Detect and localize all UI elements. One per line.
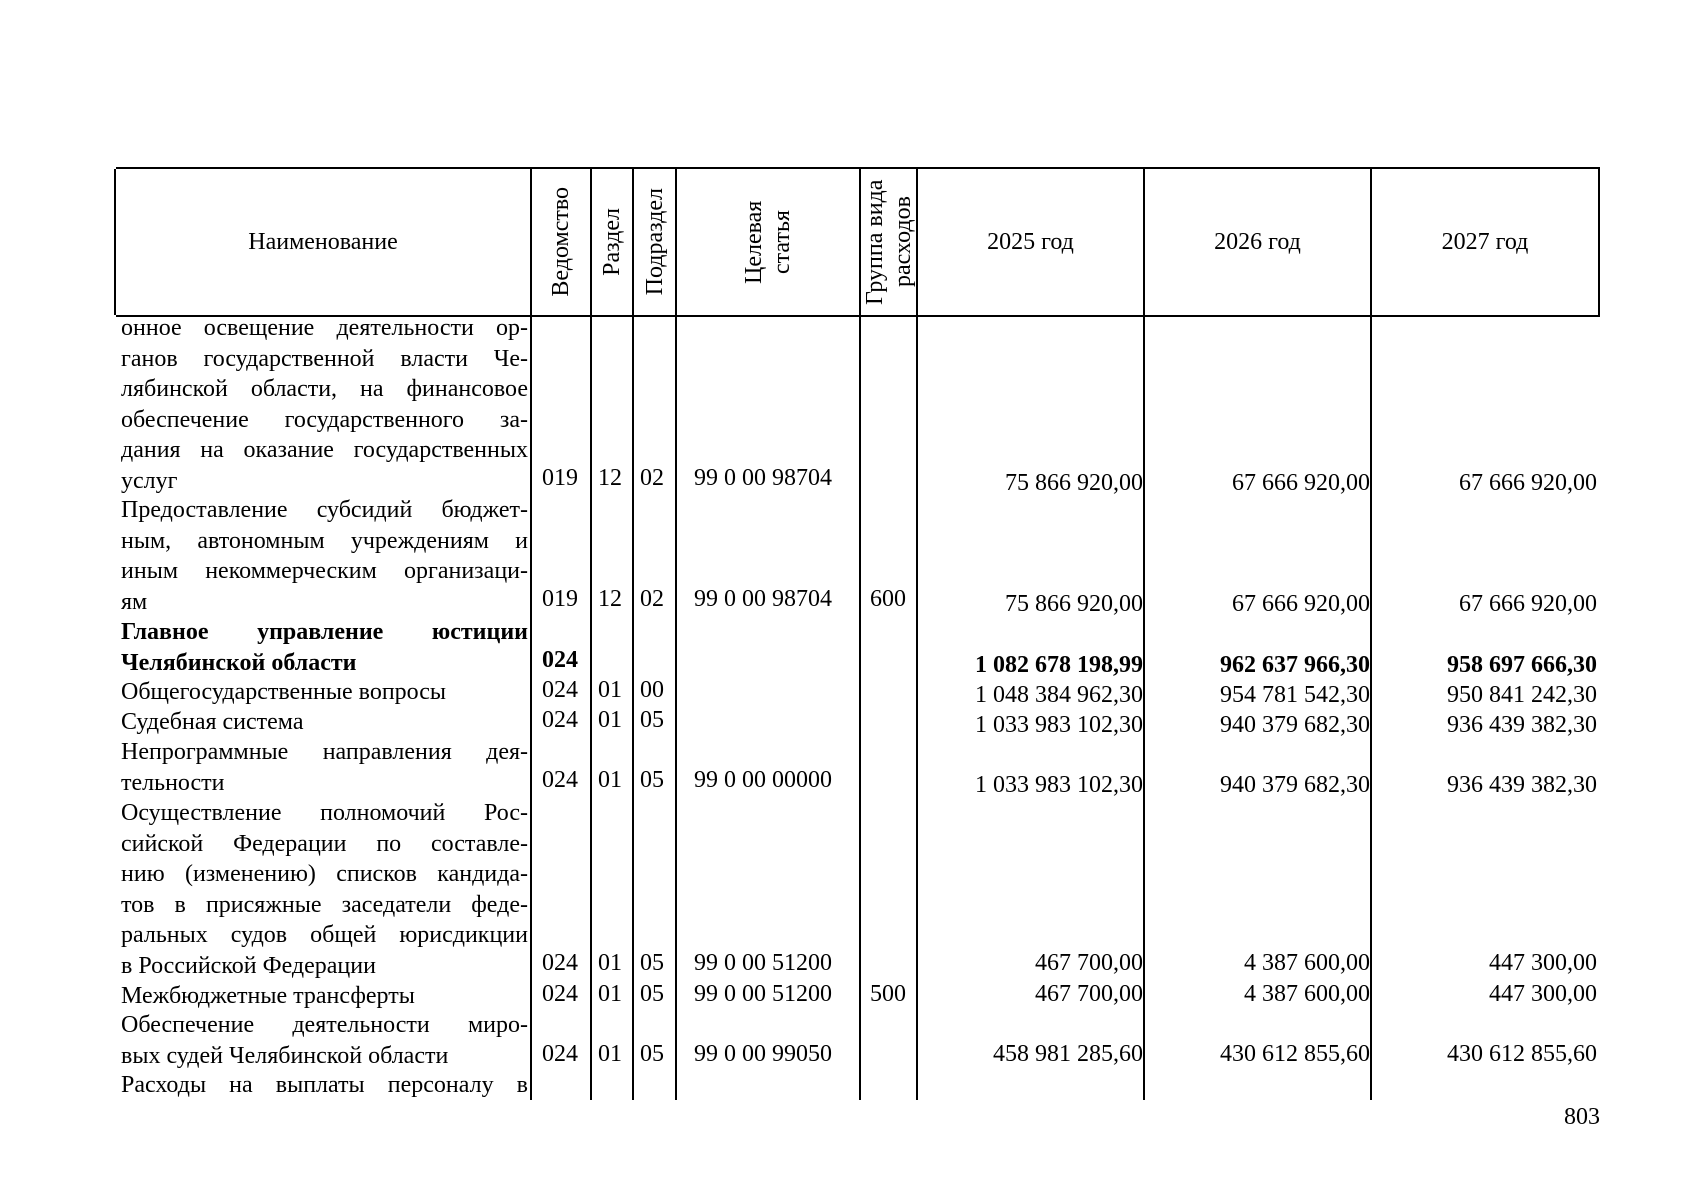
- cell-2026: 67 666 920,00: [1232, 470, 1370, 496]
- cell-podrazdel: 05: [640, 981, 664, 1007]
- cell-2026: 4 387 600,00: [1244, 981, 1370, 1007]
- cell-vedomstvo: 019: [542, 465, 578, 491]
- cell-podrazdel: 02: [640, 586, 664, 612]
- cell-2027: 950 841 242,30: [1447, 682, 1597, 708]
- cell-2027: 67 666 920,00: [1459, 470, 1597, 496]
- cell-celevaya: 99 0 00 51200: [694, 981, 832, 1007]
- cell-razdel: 01: [598, 981, 622, 1007]
- table-row-name: онное освещение деятельности ор- ганов государственной власти Че- лябинской области, на финансовое обеспечение государственного за- дания на оказание государственных услуг: [121, 315, 528, 494]
- cell-2025: 458 981 285,60: [993, 1041, 1143, 1067]
- table-row-name: Расходы на выплаты персоналу в: [121, 1072, 528, 1098]
- cell-2027: 936 439 382,30: [1447, 712, 1597, 738]
- cell-vedomstvo: 024: [542, 707, 578, 733]
- table-row-name: Предоставление субсидий бюджет- ным, автономным учреждениям и иным некоммерческим организаци- ям: [121, 497, 528, 615]
- cell-gruppa: 500: [870, 981, 906, 1007]
- cell-celevaya: 99 0 00 00000: [694, 767, 832, 793]
- header-podrazdel: Подраздел: [641, 188, 668, 296]
- cell-vedomstvo: 024: [542, 1041, 578, 1067]
- cell-celevaya: 99 0 00 99050: [694, 1041, 832, 1067]
- cell-2025: 1 048 384 962,30: [975, 682, 1143, 708]
- cell-2025: 467 700,00: [1035, 981, 1143, 1007]
- cell-podrazdel: 00: [640, 677, 664, 703]
- table-row-name: Общегосударственные вопросы: [121, 679, 447, 705]
- cell-podrazdel: 05: [640, 767, 664, 793]
- page-number: 803: [1564, 1104, 1600, 1130]
- cell-celevaya: 99 0 00 98704: [694, 586, 832, 612]
- cell-2026: 954 781 542,30: [1220, 682, 1370, 708]
- cell-razdel: 01: [598, 707, 622, 733]
- cell-podrazdel: 05: [640, 707, 664, 733]
- cell-2025: 467 700,00: [1035, 950, 1143, 976]
- cell-vedomstvo: 024: [542, 981, 578, 1007]
- cell-2027: 67 666 920,00: [1459, 591, 1597, 617]
- cell-2026: 940 379 682,30: [1220, 712, 1370, 738]
- cell-2026: 430 612 855,60: [1220, 1041, 1370, 1067]
- cell-2027: 936 439 382,30: [1447, 772, 1597, 798]
- cell-vedomstvo: 024: [542, 677, 578, 703]
- cell-razdel: 01: [598, 677, 622, 703]
- cell-celevaya: 99 0 00 51200: [694, 950, 832, 976]
- cell-2026: 67 666 920,00: [1232, 591, 1370, 617]
- cell-razdel: 01: [598, 767, 622, 793]
- cell-razdel: 01: [598, 950, 622, 976]
- cell-podrazdel: 05: [640, 1041, 664, 1067]
- table-row-name: Судебная система: [121, 709, 304, 735]
- table-row-name: Обеспечение деятельности миро- вых судей Челябинской области: [121, 1012, 528, 1069]
- header-vedomstvo: Ведомство: [548, 187, 574, 297]
- table-header: [116, 167, 1600, 317]
- header-2026: 2026 год: [1214, 229, 1301, 255]
- cell-vedomstvo: 024: [542, 767, 578, 793]
- cell-2026: 940 379 682,30: [1220, 772, 1370, 798]
- header-gruppa: Группа вида расходов: [861, 179, 916, 305]
- cell-2027: 430 612 855,60: [1447, 1041, 1597, 1067]
- cell-gruppa: 600: [870, 586, 906, 612]
- header-celevaya: Целевая статья: [741, 200, 795, 284]
- table-row-name: Межбюджетные трансферты: [121, 983, 415, 1009]
- table-row-name: Осуществление полномочий Рос- сийской Федерации по составле- нию (изменению) списков кандида- тов в присяжные заседатели феде- ральных судов общей юрисдикции в Российской Федерации: [121, 800, 528, 979]
- header-razdel: Раздел: [599, 208, 625, 276]
- header-name: Наименование: [248, 229, 398, 255]
- cell-2027: 447 300,00: [1489, 950, 1597, 976]
- cell-podrazdel: 05: [640, 950, 664, 976]
- cell-2027: 958 697 666,30: [1447, 652, 1597, 678]
- cell-2025: 1 033 983 102,30: [975, 772, 1143, 798]
- cell-razdel: 12: [598, 465, 622, 491]
- cell-2025: 1 082 678 198,99: [975, 652, 1143, 678]
- cell-2026: 962 637 966,30: [1220, 652, 1370, 678]
- table-row-name: Непрограммные направления дея- тельности: [121, 739, 528, 796]
- header-2025: 2025 год: [987, 229, 1074, 255]
- cell-razdel: 12: [598, 586, 622, 612]
- cell-vedomstvo: 024: [542, 647, 578, 673]
- cell-razdel: 01: [598, 1041, 622, 1067]
- cell-vedomstvo: 024: [542, 950, 578, 976]
- cell-celevaya: 99 0 00 98704: [694, 465, 832, 491]
- cell-2027: 447 300,00: [1489, 981, 1597, 1007]
- cell-2026: 4 387 600,00: [1244, 950, 1370, 976]
- header-2027: 2027 год: [1441, 229, 1529, 255]
- cell-2025: 1 033 983 102,30: [975, 712, 1143, 738]
- cell-2025: 75 866 920,00: [1005, 591, 1143, 617]
- cell-vedomstvo: 019: [542, 586, 578, 612]
- cell-2025: 75 866 920,00: [1005, 470, 1143, 496]
- table-row-name: Главное управление юстиции Челябинской области: [121, 619, 528, 676]
- cell-podrazdel: 02: [640, 465, 664, 491]
